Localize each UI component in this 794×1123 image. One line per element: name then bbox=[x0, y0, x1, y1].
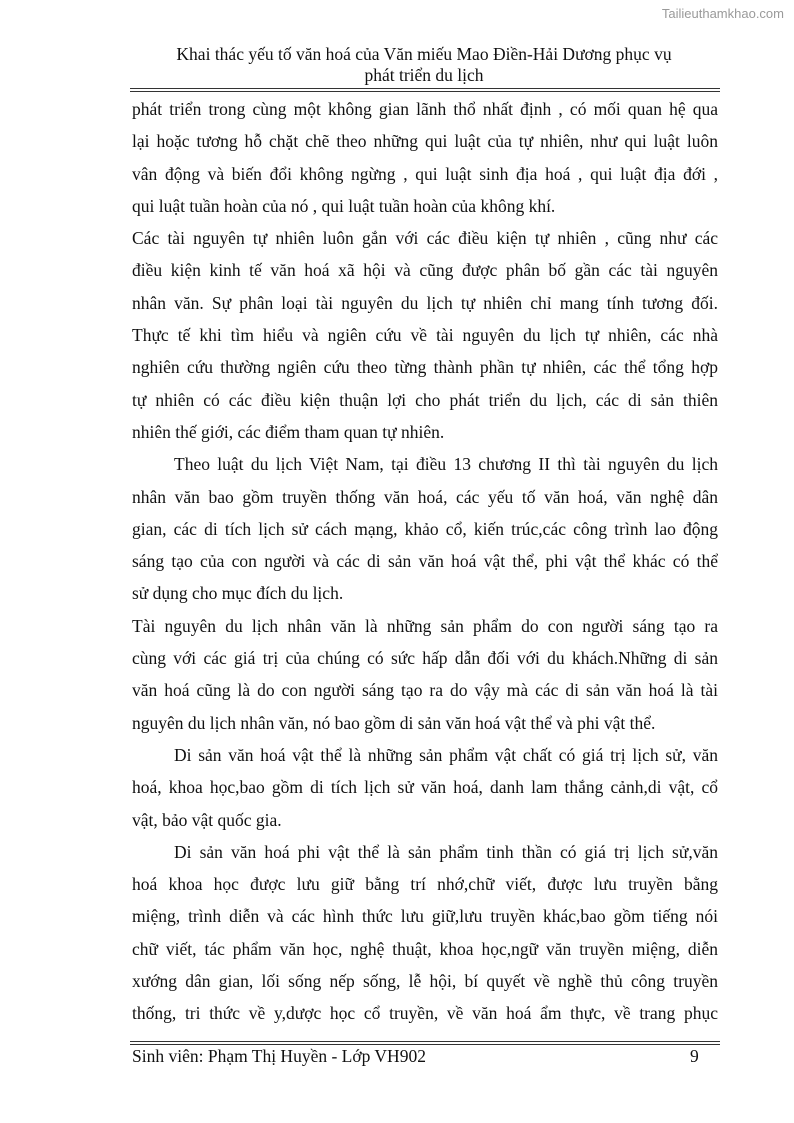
body-line: phát triển trong cùng một không gian lãnh thổ nhất định , có mối quan hệ qua bbox=[132, 99, 718, 119]
page-header bbox=[130, 44, 718, 86]
body-line: vân động và biến đổi không ngừng , qui luật sinh địa hoá , qui luật địa đới , bbox=[132, 163, 718, 184]
body-line: văn hoá cũng là do con người sáng tạo ra do vậy mà các di sản văn hoá là tài bbox=[132, 680, 718, 701]
footer-author: Sinh viên: Phạm Thị Huyền - Lớp VH902 bbox=[132, 1046, 426, 1066]
body-line: hoá, khoa học,bao gồm di tích lịch sử văn hoá, danh lam thắng cảnh,di vật, cổ bbox=[132, 777, 718, 798]
body-line: miệng, trình diễn và các hình thức lưu giữ,lưu truyền khác,bao gồm tiếng nói bbox=[132, 906, 718, 927]
body-line: Di sản văn hoá vật thể là những sản phẩm vật chất có giá trị lịch sử, văn bbox=[174, 744, 718, 765]
body-line: chữ viết, tác phẩm văn học, nghệ thuật, khoa học,ngữ văn truyền miệng, diễn bbox=[132, 938, 718, 959]
body-line: nghiên cứu thường ngiên cứu theo từng thành phần tự nhiên, các thể tổng hợp bbox=[132, 357, 718, 378]
body-line: nhân văn. Sự phân loại tài nguyên du lịch tự nhiên chỉ mang tính tương đối. bbox=[132, 292, 718, 313]
document-body bbox=[132, 93, 718, 1030]
body-line: tự nhiên có các điều kiện thuận lợi cho phát triển du lịch, các di sản thiên bbox=[132, 389, 718, 410]
body-line: sử dụng cho mục đích du lịch. bbox=[132, 583, 344, 604]
body-line: gian, các di tích lịch sử cách mạng, khảo cổ, kiến trúc,các công trình lao động bbox=[132, 518, 718, 539]
body-line: điều kiện kinh tế văn hoá xã hội và cũng được phân bố gần các tài nguyên bbox=[132, 260, 718, 281]
body-line: Các tài nguyên tự nhiên luôn gắn với các điều kiện tự nhiên , cũng như các bbox=[132, 228, 718, 249]
body-line: vật, bảo vật quốc gia. bbox=[132, 809, 282, 830]
body-line: lại hoặc tương hỗ chặt chẽ theo những qui luật của tự nhiên, như qui luật luôn bbox=[132, 131, 718, 152]
body-line: xướng dân gian, lối sống nếp sống, lễ hội, bí quyết về nghề thủ công truyền bbox=[132, 971, 718, 992]
header-title-line-1: Khai thác yếu tố văn hoá của Văn miếu Mao Điền-Hải Dương phục vụ bbox=[176, 44, 672, 64]
footer-divider bbox=[130, 1041, 720, 1045]
body-line: sáng tạo của con người và các di sản văn hoá vật thể, phi vật thể khác có thể bbox=[132, 551, 718, 572]
body-line: nhân văn bao gồm truyền thống văn hoá, các yếu tố văn hoá, văn nghệ dân bbox=[132, 486, 718, 507]
body-line: Theo luật du lịch Việt Nam, tại điều 13 chương II thì tài nguyên du lịch bbox=[174, 454, 718, 475]
body-line: hoá khoa học được lưu giữ bằng trí nhớ,chữ viết, được lưu truyền bằng bbox=[132, 874, 718, 895]
body-line: Thực tế khi tìm hiểu và ngiên cứu về tài nguyên du lịch tự nhiên, các nhà bbox=[132, 325, 718, 346]
body-line: thống, tri thức về y,dược học cổ truyền, về văn hoá ẩm thực, về trang phục bbox=[132, 1003, 718, 1024]
body-line: cùng với các giá trị của chúng có sức hấp dẫn đối với du khách.Những di sản bbox=[132, 648, 718, 669]
header-title-line-2: phát triển du lịch bbox=[364, 65, 484, 85]
body-line: qui luật tuần hoàn của nó , qui luật tuần hoàn của không khí. bbox=[132, 195, 556, 216]
watermark-text: Tailieuthamkhao.com bbox=[661, 6, 784, 21]
page-number: 9 bbox=[690, 1046, 699, 1066]
body-line: nguyên du lịch nhân văn, nó bao gồm di sản văn hoá vật thể và phi vật thể. bbox=[132, 712, 656, 733]
body-line: Di sản văn hoá phi vật thể là sản phẩm tinh thần có giá trị lịch sử,văn bbox=[174, 841, 718, 862]
header-divider bbox=[130, 88, 720, 92]
body-line: Tài nguyên du lịch nhân văn là những sản phẩm do con người sáng tạo ra bbox=[132, 615, 718, 636]
body-line: nhiên thế giới, các điểm tham quan tự nhiên. bbox=[132, 421, 445, 442]
